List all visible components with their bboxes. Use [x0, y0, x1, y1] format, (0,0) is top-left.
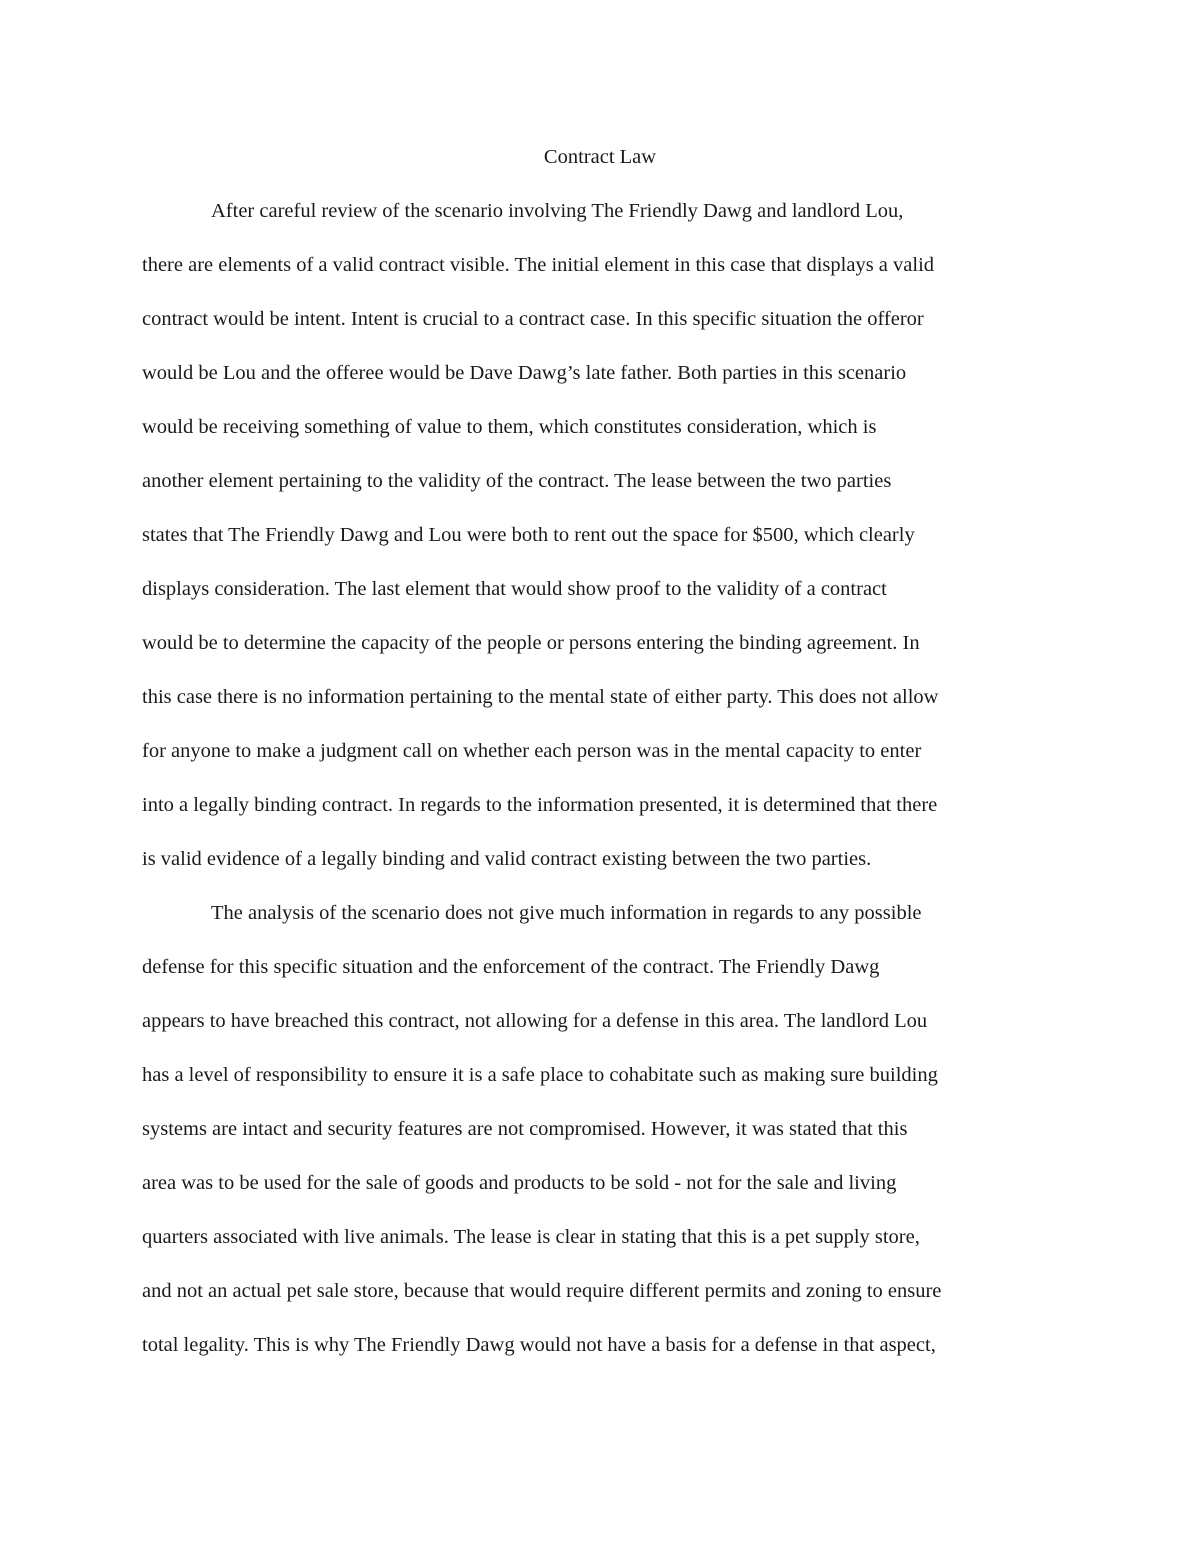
text-line: displays consideration. The last element that would show proof to the validity of a contract [142, 578, 887, 600]
text-line: would be to determine the capacity of the people or persons entering the binding agreement. In [142, 632, 920, 654]
text-line: contract would be intent. Intent is crucial to a contract case. In this specific situation the offeror [142, 308, 924, 330]
text-line: states that The Friendly Dawg and Lou were both to rent out the space for $500, which clearly [142, 524, 915, 546]
text-line: there are elements of a valid contract visible. The initial element in this case that displays a valid [142, 254, 935, 276]
text-line: this case there is no information pertaining to the mental state of either party. This does not allow [142, 686, 939, 708]
document-title: Contract Law [543, 146, 657, 168]
text-line: into a legally binding contract. In regards to the information presented, it is determined that there [142, 794, 938, 816]
text-line: total legality. This is why The Friendly Dawg would not have a basis for a defense in that aspect, [142, 1334, 936, 1356]
text-line: The analysis of the scenario does not give much information in regards to any possible [211, 902, 922, 924]
text-line: systems are intact and security features are not compromised. However, it was stated that this [142, 1118, 908, 1140]
text-line: appears to have breached this contract, not allowing for a defense in this area. The landlord Lou [142, 1010, 928, 1032]
text-line: defense for this specific situation and the enforcement of the contract. The Friendly Dawg [142, 956, 880, 978]
text-line: another element pertaining to the validity of the contract. The lease between the two parties [142, 470, 892, 492]
text-line: After careful review of the scenario involving The Friendly Dawg and landlord Lou, [211, 200, 904, 222]
text-line: would be Lou and the offeree would be Dave Dawg’s late father. Both parties in this scenario [142, 362, 907, 384]
text-line: and not an actual pet sale store, because that would require different permits and zoning to ensure [142, 1280, 942, 1302]
text-line: area was to be used for the sale of goods and products to be sold - not for the sale and living [142, 1172, 897, 1194]
text-line: for anyone to make a judgment call on whether each person was in the mental capacity to enter [142, 740, 922, 762]
text-line: would be receiving something of value to them, which constitutes consideration, which is [142, 416, 877, 438]
text-line: quarters associated with live animals. The lease is clear in stating that this is a pet supply store, [142, 1226, 920, 1248]
text-line: is valid evidence of a legally binding and valid contract existing between the two parties. [142, 848, 872, 870]
text-line: has a level of responsibility to ensure it is a safe place to cohabitate such as making sure building [142, 1064, 938, 1086]
